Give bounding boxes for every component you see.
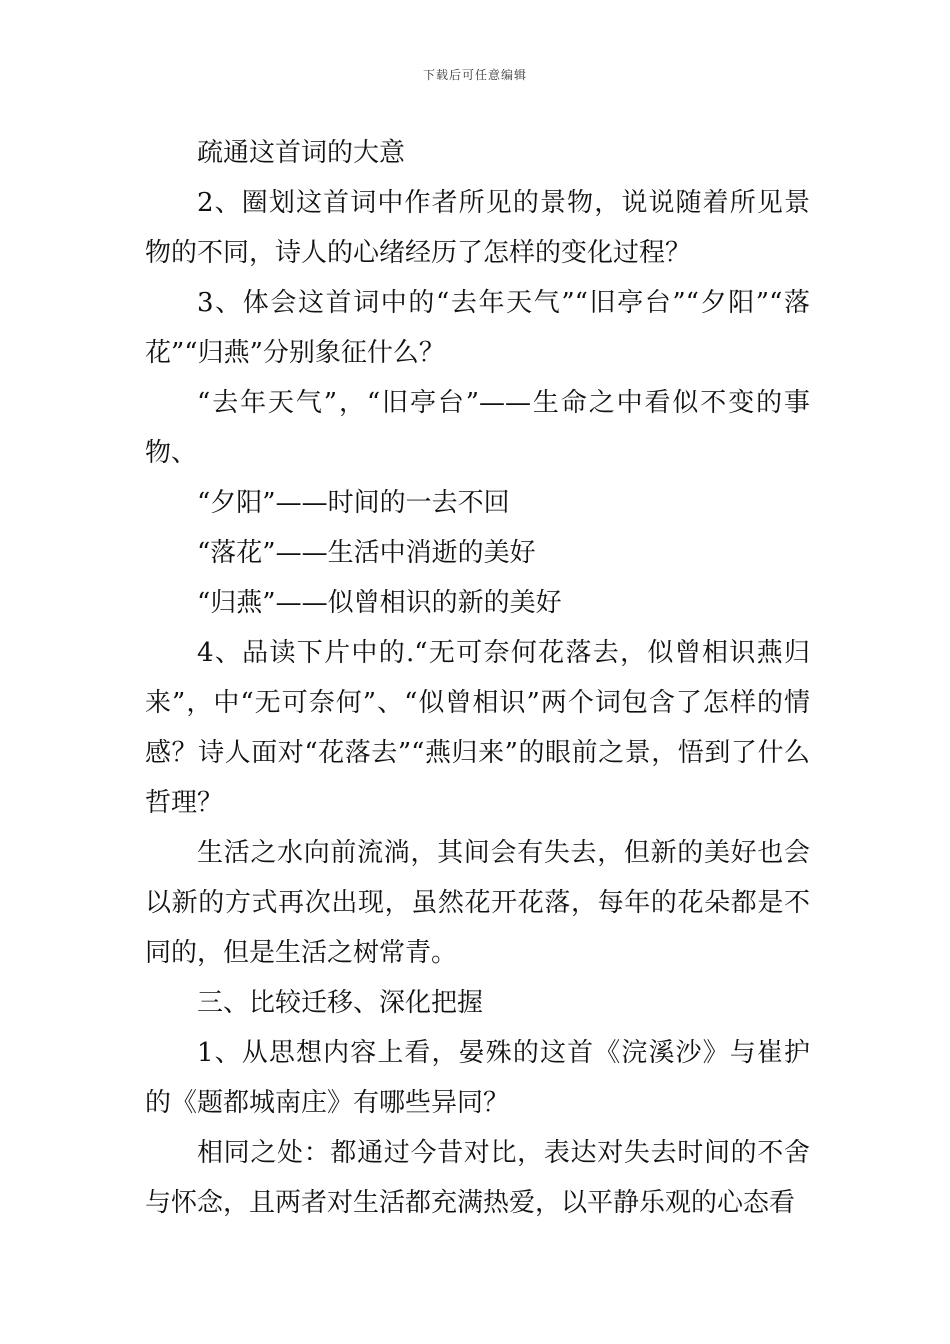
paragraph-answer-fallen-flowers: “落花”——生活中消逝的美好 — [197, 538, 536, 568]
paragraph-compare-answer: 相同之处：都通过今昔对比，表达对失去时间的不舍与怀念，且两者对生活都充满热爱，以平静乐观的心态看 — [145, 1138, 810, 1218]
document-body — [145, 128, 810, 1228]
paragraph-question-3: 3、体会这首词中的“去年天气”“旧亭台”“夕阳”“落花”“归燕”分别象征什么？ — [145, 288, 810, 368]
paragraph-question-4: 4、品读下片中的.“无可奈何花落去，似曾相识燕归来”，中“无可奈何”、“似曾相识”两个词包含了怎样的情感？诗人面对“花落去”“燕归来”的眼前之景，悟到了什么哲理？ — [145, 638, 810, 818]
paragraph-outline: 疏通这首词的大意 — [197, 138, 406, 168]
page-header: 下载后可任意编辑 — [422, 68, 527, 82]
paragraph-answer-sunset: “夕阳”——时间的一去不回 — [197, 488, 510, 518]
paragraph-compare-question-1: 1、从思想内容上看，晏殊的这首《浣溪沙》与崔护的《题都城南庄》有哪些异同？ — [145, 1038, 810, 1118]
paragraph-answer-returning-swallows: “归燕”——似曾相识的新的美好 — [197, 588, 562, 618]
section-heading-3: 三、比较迁移、深化把握 — [197, 988, 484, 1018]
paragraph-question-2: 2、圈划这首词中作者所见的景物，说说随着所见景物的不同，诗人的心绪经历了怎样的变化过程？ — [145, 188, 810, 268]
paragraph-answer-4: 生活之水向前流淌，其间会有失去，但新的美好也会以新的方式再次出现，虽然花开花落，每年的花朵都是不同的，但是生活之树常青。 — [145, 838, 810, 968]
paragraph-answer-last-year: “去年天气”，“旧亭台”——生命之中看似不变的事物、 — [145, 388, 810, 468]
